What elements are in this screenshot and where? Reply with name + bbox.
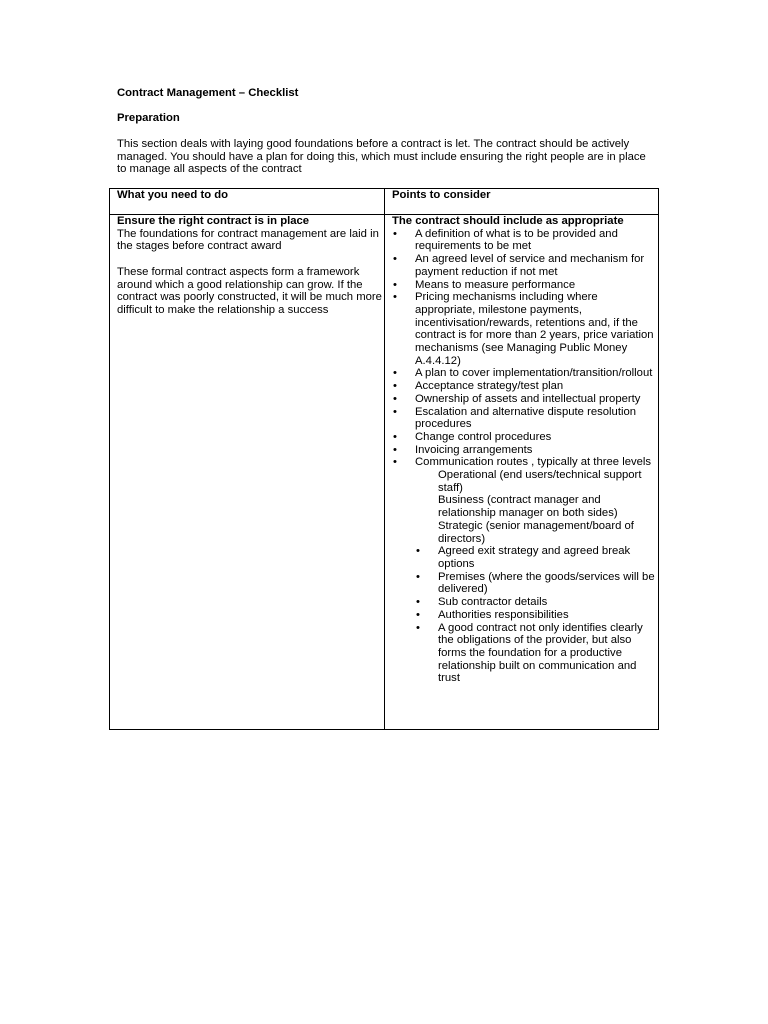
list-item: • Invoicing arrangements [392, 444, 658, 457]
right-cell-heading: The contract should include as appropriate [392, 215, 624, 227]
communication-levels-list [392, 469, 658, 545]
list-item: Business (contract manager and relationship manager on both sides) [438, 494, 618, 520]
further-items-list [392, 545, 658, 685]
section-heading: Preparation [117, 112, 180, 124]
list-item: • A plan to cover implementation/transition/rollout [392, 367, 658, 380]
list-item: • Communication routes , typically at three levels [392, 456, 658, 469]
list-item: • A definition of what is to be provided and requirements to be met [392, 228, 658, 253]
right-cell [385, 215, 659, 730]
list-item: • Sub contractor details [392, 596, 658, 609]
list-item: • Means to measure performance [392, 279, 658, 292]
table-row [110, 215, 659, 730]
list-item: Strategic (senior management/board of directors) [438, 519, 634, 545]
left-cell-paragraph-1: The foundations for contract management are laid in the stages before contract award [117, 227, 379, 253]
left-cell [110, 215, 385, 730]
list-item: Operational (end users/technical support staff) [438, 469, 642, 494]
column-header-what-to-do: What you need to do [110, 189, 385, 215]
table-header-row [110, 189, 659, 215]
left-cell-paragraph-2: These formal contract aspects form a framework around which a good relationship can grow. If the contract was poorly constructed, it will be much more difficult to make the relationship a success [117, 265, 382, 316]
list-item: • A good contract not only identifies clearly the obligations of the provider, but also forms the foundation for a productive relationship built on communication and trust [392, 622, 658, 686]
checklist-table [109, 188, 659, 730]
left-cell-heading: Ensure the right contract is in place [117, 215, 310, 227]
column-header-points-to-consider: Points to consider [385, 189, 659, 215]
list-item: • Agreed exit strategy and agreed break options [392, 545, 658, 570]
list-item: • Authorities responsibilities [392, 609, 658, 622]
document-title: Contract Management – Checklist [117, 87, 299, 99]
contract-items-list [392, 228, 658, 469]
list-item: • Acceptance strategy/test plan [392, 380, 658, 393]
list-item: • Pricing mechanisms including where appropriate, milestone payments, incentivisation/rewards, retentions and, if the contract is for more than 2 years, price variation mechanisms (see Managing Public Money A.4.4.12) [392, 291, 658, 367]
intro-paragraph: This section deals with laying good foundations before a contract is let. The contract should be actively managed. You should have a plan for doing this, which must include ensuring the right people are in place to manage all aspects of the contract [117, 138, 646, 176]
list-item: • Escalation and alternative dispute resolution procedures [392, 406, 658, 431]
list-item: • Premises (where the goods/services will be delivered) [392, 571, 658, 596]
list-item: • Ownership of assets and intellectual property [392, 393, 658, 406]
list-item: • An agreed level of service and mechanism for payment reduction if not met [392, 253, 658, 278]
list-item: • Change control procedures [392, 431, 658, 444]
